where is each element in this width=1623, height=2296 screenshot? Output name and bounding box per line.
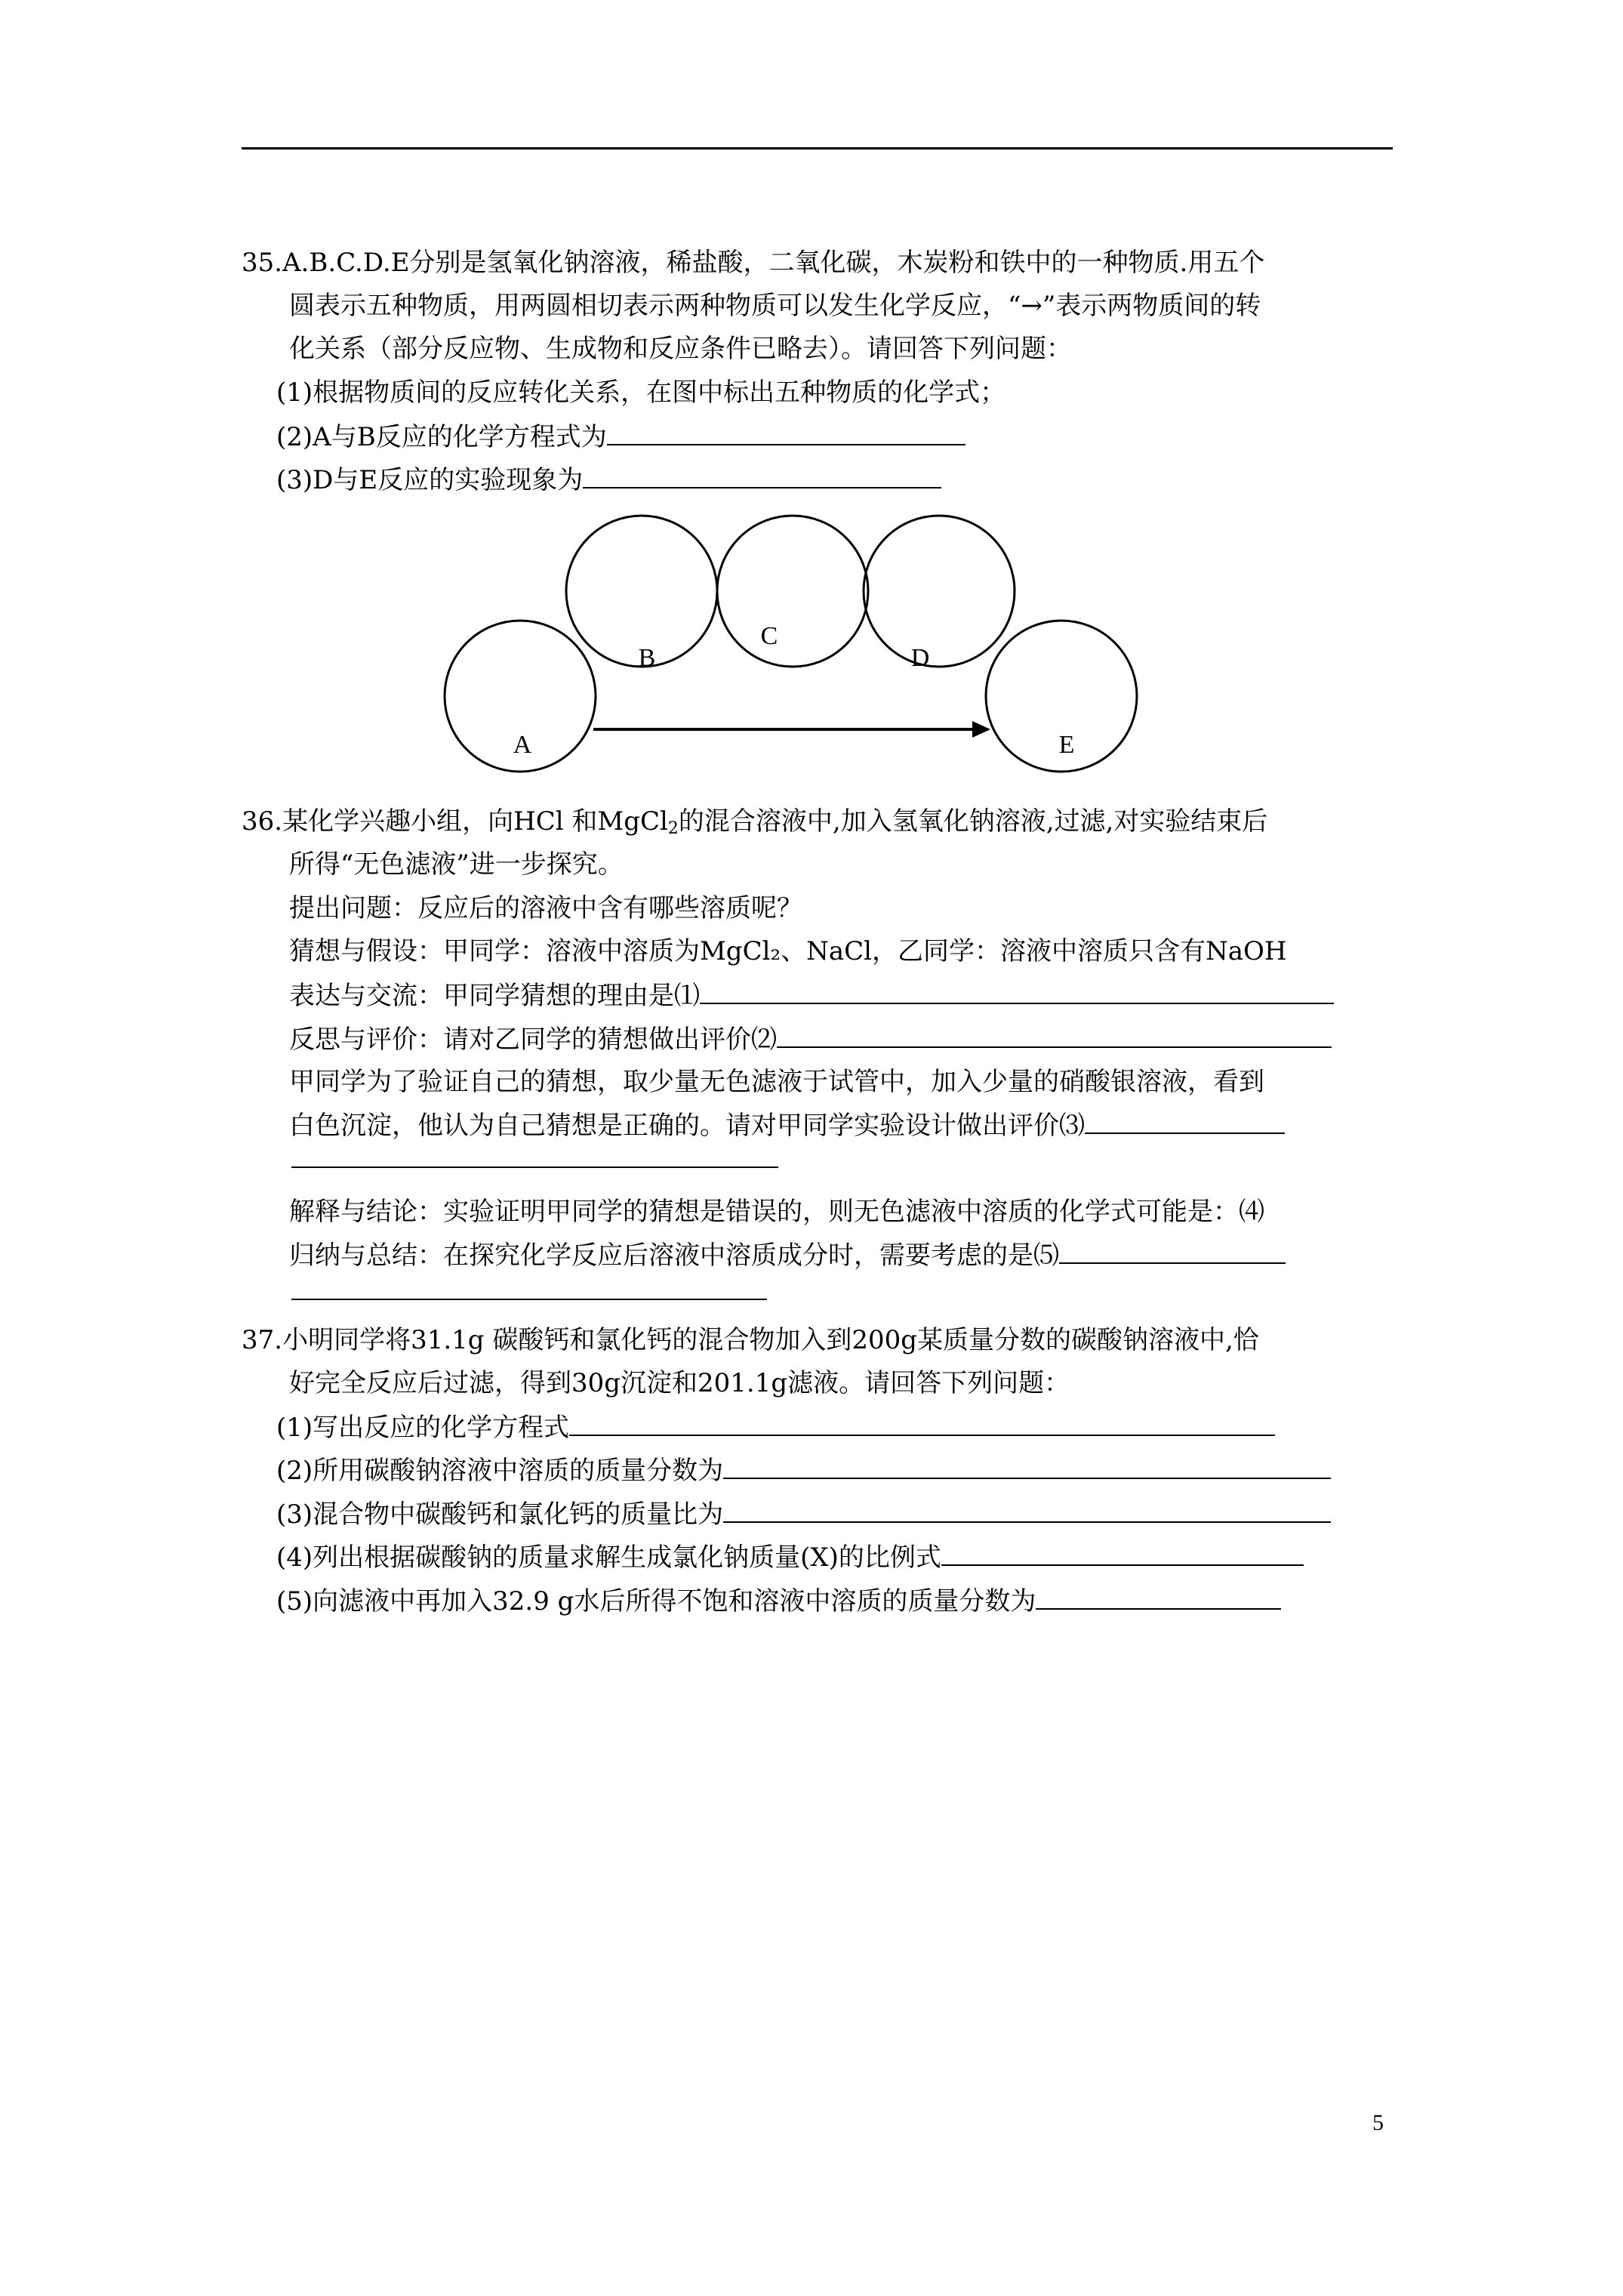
q36-experiment-1: 甲同学为了验证自己的猜想，取少量无色滤液于试管中，加入少量的硝酸银溶液，看到: [289, 1067, 1264, 1097]
q35-line-2: 圆表示五种物质，用两圆相切表示两种物质可以发生化学反应，“→”表示两物质间的转: [289, 291, 1261, 321]
q37-sub-3: [276, 1499, 1331, 1530]
answer-blank: [1085, 1110, 1285, 1134]
answer-blank-continuation: [291, 1276, 767, 1300]
q36-reflection: [289, 1024, 1332, 1055]
q36-experiment-2: [289, 1110, 1285, 1141]
q36-expression-text: 表达与交流：甲同学猜想的理由是⑴: [289, 981, 700, 1011]
answer-blank: [1036, 1586, 1281, 1610]
circle-d: [864, 516, 1015, 667]
q36-line-1: [242, 806, 1267, 844]
q35-sub-3-text: (3)D与E反应的实验现象为: [276, 465, 584, 495]
q36-conclusion: 解释与结论：实验证明甲同学的猜想是错误的，则无色滤液中溶质的化学式可能是：⑷: [289, 1197, 1264, 1227]
q36-expression: [289, 980, 1334, 1011]
answer-blank: [723, 1499, 1331, 1523]
q37-sub-5-text: (5)向滤液中再加入32.9 g水后所得不饱和溶液中溶质的质量分数为: [276, 1586, 1036, 1616]
q37-sub-4: [276, 1542, 1304, 1573]
answer-blank: [1059, 1240, 1286, 1264]
q37-sub-2-text: (2)所用碳酸钠溶液中溶质的质量分数为: [276, 1456, 724, 1486]
q37-sub-1: [276, 1412, 1275, 1443]
q37-sub-5: [276, 1586, 1281, 1616]
q36-reflection-text: 反思与评价：请对乙同学的猜想做出评价⑵: [289, 1025, 777, 1055]
q35-sub-1: (1)根据物质间的反应转化关系，在图中标出五种物质的化学式；: [276, 378, 1006, 408]
q36-experiment-2-text: 白色沉淀，他认为自己猜想是正确的。请对甲同学实验设计做出评价⑶: [289, 1111, 1085, 1141]
arrow-head: [972, 721, 990, 738]
label-b: B: [638, 644, 656, 672]
q37-line-1: 37.小明同学将31.1g 碳酸钙和氯化钙的混合物加入到200g某质量分数的碳酸钠溶液中,恰: [242, 1325, 1259, 1355]
q37-sub-3-text: (3)混合物中碳酸钙和氯化钙的质量比为: [276, 1499, 724, 1530]
q36-line-1-a: 36.某化学兴趣小组，向HCl 和MgCl: [242, 806, 668, 837]
label-e: E: [1058, 731, 1075, 759]
q37-sub-4-text: (4)列出根据碳酸钠的质量求解生成氯化钠质量(X)的比例式: [276, 1542, 941, 1573]
q36-summary: [289, 1240, 1286, 1271]
label-c: C: [760, 622, 778, 650]
q36-line-2: 所得“无色滤液”进一步探究。: [289, 849, 624, 880]
q36-subscript: 2: [667, 819, 679, 838]
circle-c: [717, 516, 868, 667]
q36-question: 提出问题：反应后的溶液中含有哪些溶质呢？: [289, 893, 802, 923]
answer-blank: [941, 1542, 1304, 1566]
label-a: A: [513, 731, 532, 759]
answer-blank: [777, 1024, 1332, 1048]
label-d: D: [910, 644, 930, 672]
answer-blank-continuation: [291, 1144, 778, 1168]
q36-line-1-b: 的混合溶液中,加入氢氧化钠溶液,过滤,对实验结束后: [678, 806, 1268, 837]
answer-blank: [723, 1455, 1331, 1479]
page-number: 5: [1372, 2110, 1384, 2135]
q35-line-1: 35.A.B.C.D.E分别是氢氧化钠溶液，稀盐酸，二氧化碳，木炭粉和铁中的一种物质.用五个: [242, 248, 1265, 278]
q37-sub-1-text: (1)写出反应的化学方程式: [276, 1413, 570, 1443]
q36-hypothesis: 猜想与假设：甲同学：溶液中溶质为MgCl₂、NaCl，乙同学：溶液中溶质只含有NaOH: [289, 936, 1287, 966]
answer-blank: [700, 980, 1334, 1004]
q35-line-3: 化关系（部分反应物、生成物和反应条件已略去）。请回答下列问题：: [289, 334, 1072, 364]
answer-blank: [569, 1412, 1275, 1436]
q36-summary-text: 归纳与总结：在探究化学反应后溶液中溶质成分时，需要考虑的是⑸: [289, 1240, 1059, 1271]
q35-sub-2-text: (2)A与B反应的化学方程式为: [276, 422, 607, 452]
q37-sub-2: [276, 1455, 1331, 1486]
q37-line-2: 好完全反应后过滤，得到30g沉淀和201.1g滤液。请回答下列问题：: [289, 1368, 1070, 1398]
